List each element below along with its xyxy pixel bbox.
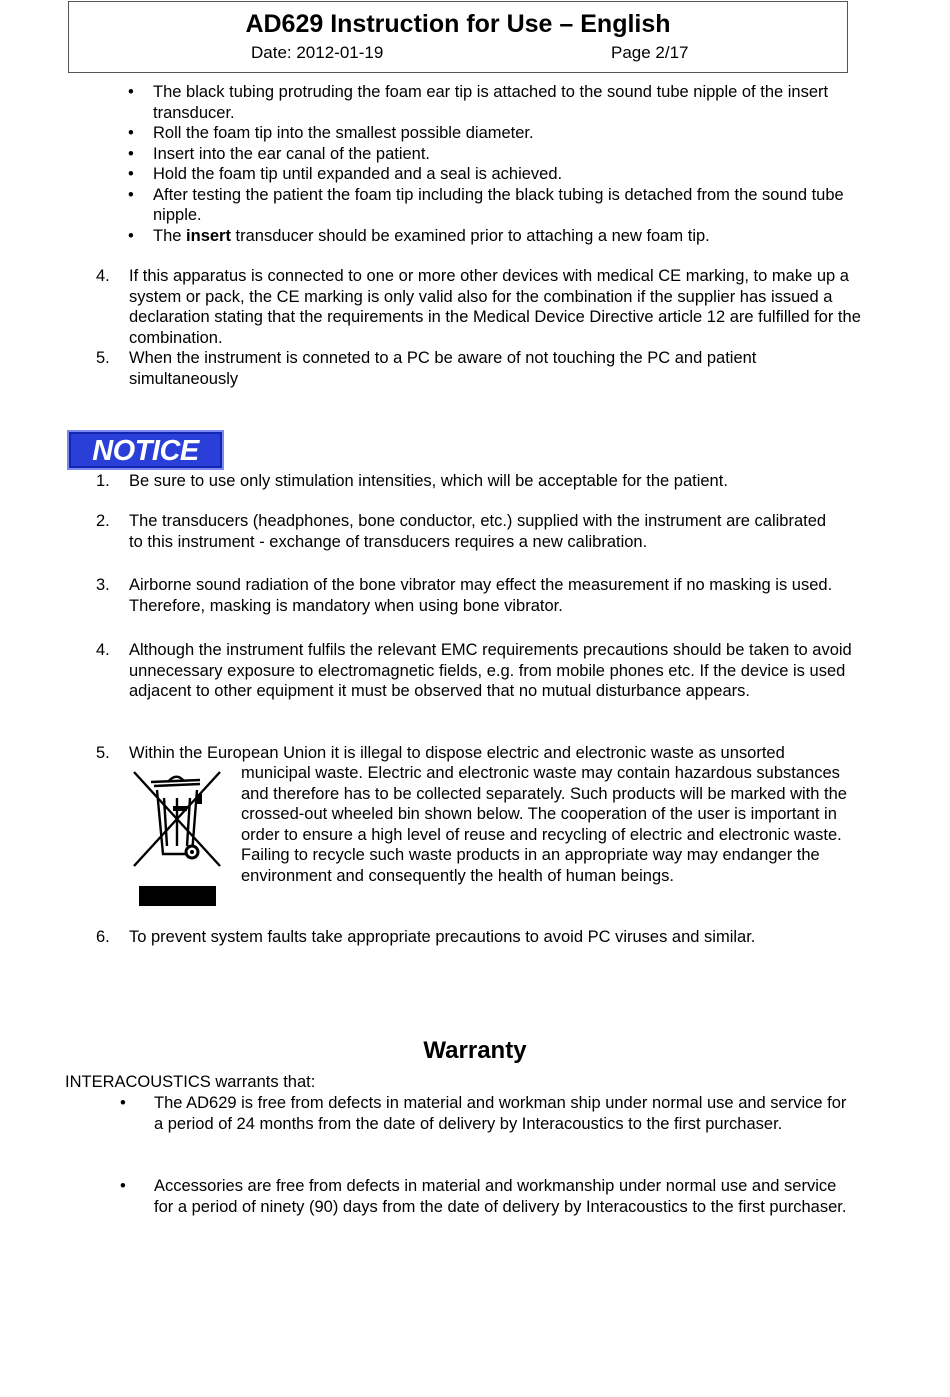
notice-number: 1. [96, 472, 110, 490]
notice-number: 3. [96, 576, 110, 594]
bullet-text: transducer should be examined prior to attaching a new foam tip. [230, 226, 710, 245]
page-header [68, 1, 848, 73]
warning-number: 5. [96, 349, 110, 367]
bullet-text: Hold the foam tip until expanded and a seal is achieved. [153, 165, 563, 183]
insert-tip-bullet-list [128, 82, 868, 246]
warning-text: If this apparatus is connected to one or more other devices with medical CE marking, to make up a system or pack, the CE marking is only valid also for the combination if the supplier has issued a declaration stating that the requirements in the Medical Device Directive article 12 are fulfilled for the combination. [129, 267, 861, 347]
notice-text: Although the instrument fulfils the relevant EMC requirements precautions should be taken to avoid unnecessary exposure to electromagnetic fields, e.g. from mobile phones etc. If the device is used adjacent to other equipment it must be observed that no mutual disturbance appears. [129, 641, 852, 700]
notice-text: Airborne sound radiation of the bone vibrator may effect the measurement if no masking is used. Therefore, masking is mandatory when using bone vibrator. [129, 576, 833, 615]
bullet-text: Insert into the ear canal of the patient. [153, 144, 431, 163]
crossed-out-wheeled-bin-icon [130, 768, 222, 908]
notice-text: municipal waste. Electric and electronic waste may contain hazardous substances and therefore has to be collected separately. Such products will be marked with the crossed-out wheeled bin shown below. The cooperation of the user is important in order to ensure a high level of reuse and recycling of electric and electronic waste. Failing to recycle such waste products in an appropriate way may endanger the environment and consequently the health of human beings. [241, 764, 847, 885]
list-item: • Hold the foam tip until expanded and a seal is achieved. [128, 165, 563, 183]
warning-number: 4. [96, 267, 110, 285]
bullet-bold-text: insert [186, 226, 231, 245]
list-item: • Roll the foam tip into the smallest possible diameter. [128, 124, 534, 142]
bullet-text: The black tubing protruding the foam ear tip is attached to the sound tube nipple of the insert transducer. [153, 83, 829, 122]
document-title: AD629 Instruction for Use – English [245, 10, 671, 38]
warranty-intro: INTERACOUSTICS warrants that: [65, 1073, 316, 1091]
list-item: • Insert into the ear canal of the patient. [128, 144, 431, 163]
bullet-text: After testing the patient the foam tip including the black tubing is detached from the sound tube nipple. [153, 185, 844, 224]
warranty-heading: Warranty [423, 1037, 527, 1064]
notice-text: To prevent system faults take appropriate precautions to avoid PC viruses and similar. [129, 928, 756, 946]
notice-number: 2. [96, 512, 110, 530]
notice-banner-icon [67, 430, 224, 470]
notice-text: Within the European Union it is illegal to dispose electric and electronic waste as unsorted [129, 744, 785, 762]
notice-number: 5. [96, 744, 110, 762]
notice-number: 4. [96, 641, 110, 659]
warranty-item-text: Accessories are free from defects in material and workmanship under normal use and service for a period of ninety (90) days from the date of delivery by Interacoustics to the first purchaser. [154, 1177, 847, 1216]
notice-text: Be sure to use only stimulation intensities, which will be acceptable for the patient. [129, 472, 728, 490]
bullet-text: Roll the foam tip into the smallest possible diameter. [153, 124, 534, 142]
page-number: Page 2/17 [611, 43, 689, 62]
notice-text: The transducers (headphones, bone conductor, etc.) supplied with the instrument are calibrated to this instrument - exchange of transducers requires a new calibration. [129, 512, 827, 551]
bullet-dot: • [120, 1094, 126, 1112]
warning-text: When the instrument is conneted to a PC be aware of not touching the PC and patient simultaneously [129, 349, 757, 388]
warranty-item-text: The AD629 is free from defects in material and workman ship under normal use and service for a period of 24 months from the date of delivery by Interacoustics to the first purchaser. [154, 1094, 847, 1133]
notice-number: 6. [96, 928, 110, 946]
bullet-dot: • [120, 1177, 126, 1195]
bullet-text: The [153, 226, 187, 245]
list-item: • The black tubing protruding the foam ear tip is attached to the sound tube nipple of the insert transducer. [128, 83, 829, 122]
notice-label: NOTICE [92, 435, 199, 467]
list-item: • The insert transducer should be examined prior to attaching a new foam tip. [128, 226, 710, 245]
document-date: Date: 2012-01-19 [251, 43, 384, 62]
list-item: • After testing the patient the foam tip including the black tubing is detached from the sound tube nipple. [128, 185, 844, 224]
